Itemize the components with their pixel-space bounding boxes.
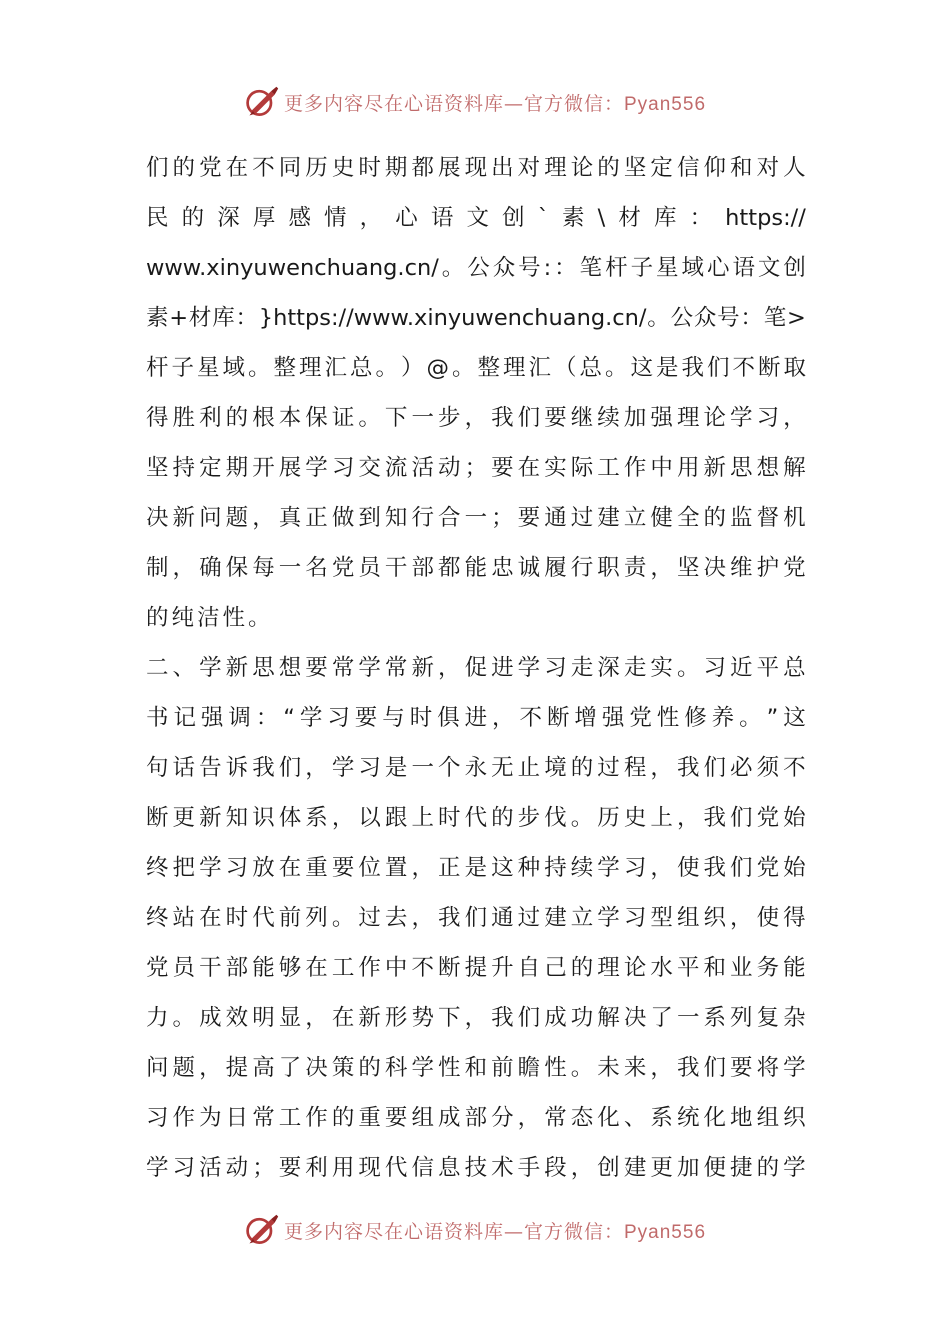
pen-logo-icon	[244, 84, 280, 120]
footer-banner-text: 更多内容尽在心语资料库—官方微信：Pyan556	[283, 1220, 707, 1243]
body-line: 二 、 学 新 思 想 要 常 学 常 新 ， 促 进 学 习 走 深 走 实 。 习 近 平 总	[146, 655, 806, 681]
body-line: 党 员 干 部 能 够 在 工 作 中 不 断 提 升 自 己 的 理 论 水 平 和 业 务 能	[146, 955, 806, 981]
body-line: 得 胜 利 的 根 本 保 证 。 下 一 步 ， 我 们 要 继 续 加 强 理 论 学 习 ，	[146, 405, 806, 431]
header-banner	[0, 82, 950, 122]
body-line: 学 习 活 动 ； 要 利 用 现 代 信 息 技 术 手 段 ， 创 建 更 加 便 捷 的 学	[146, 1155, 806, 1181]
body-line: 终 把 学 习 放 在 重 要 位 置 ， 正 是 这 种 持 续 学 习 ， 使 我 们 党 始	[146, 855, 806, 881]
body-line: 民 的 深 厚 感 情 ， 心 语 文 创 ` 素 \ 材 库 ： https://	[146, 205, 806, 231]
body-line: 素 + 材 库 ： }https://www.xinyuwenchuang.cn/ 。 公 众 号 ： 笔 >	[146, 305, 806, 331]
body-line: 终 站 在 时 代 前 列 。 过 去 ， 我 们 通 过 建 立 学 习 型 组 织 ， 使 得	[146, 905, 806, 931]
body-line: 力 。 成 效 明 显 ， 在 新 形 势 下 ， 我 们 成 功 解 决 了 一 系 列 复 杂	[146, 1005, 806, 1031]
pen-logo-icon	[244, 1212, 280, 1248]
body-line: 习 作 为 日 常 工 作 的 重 要 组 成 部 分 ， 常 态 化 、 系 统 化 地 组 织	[146, 1105, 806, 1131]
document-body	[146, 143, 806, 1193]
body-line: 坚 持 定 期 开 展 学 习 交 流 活 动 ； 要 在 实 际 工 作 中 用 新 思 想 解	[146, 455, 806, 481]
body-line: 断 更 新 知 识 体 系 ， 以 跟 上 时 代 的 步 伐 。 历 史 上 ， 我 们 党 始	[146, 805, 806, 831]
header-banner-text: 更多内容尽在心语资料库—官方微信：Pyan556	[283, 92, 707, 115]
body-line: 句 话 告 诉 我 们 ， 学 习 是 一 个 永 无 止 境 的 过 程 ， 我 们 必 须 不	[146, 755, 806, 781]
body-line: 们 的 党 在 不 同 历 史 时 期 都 展 现 出 对 理 论 的 坚 定 信 仰 和 对 人	[146, 155, 806, 181]
body-line: 杆 子 星 域 。 整 理 汇 总 。 ） @ 。 整 理 汇 （ 总 。 这 是 我 们 不 断 取	[146, 355, 806, 381]
body-line: 的纯洁性。	[146, 605, 274, 631]
body-line: 问 题 ， 提 高 了 决 策 的 科 学 性 和 前 瞻 性 。 未 来 ， 我 们 要 将 学	[146, 1055, 806, 1081]
body-line: 书 记 强 调 ： “ 学 习 要 与 时 俱 进 ， 不 断 增 强 党 性 修 养 。 ” 这	[146, 705, 806, 731]
body-line: 制 ， 确 保 每 一 名 党 员 干 部 都 能 忠 诚 履 行 职 责 ， 坚 决 维 护 党	[146, 555, 806, 581]
body-line: 决 新 问 题 ， 真 正 做 到 知 行 合 一 ； 要 通 过 建 立 健 全 的 监 督 机	[146, 505, 806, 531]
footer-banner	[0, 1210, 950, 1250]
body-line: www.xinyuwenchuang.cn/ 。 公 众 号 : ： 笔 杆 子 星 域 心 语 文 创	[146, 255, 806, 281]
